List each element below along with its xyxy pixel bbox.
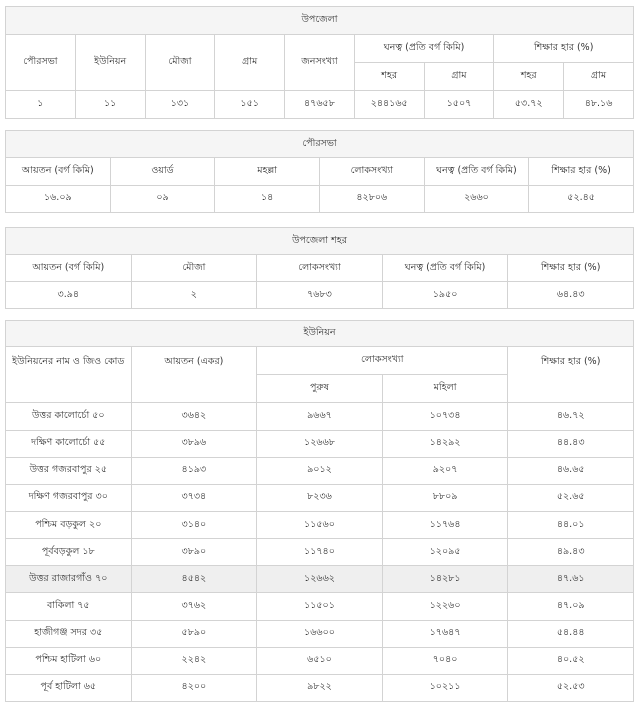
header-literacy: শিক্ষার হার (%): [494, 35, 634, 63]
value-literacy-rural: ৪৮.১৬: [564, 91, 634, 119]
table-row: [6, 647, 634, 674]
value-village: ১৫১: [215, 91, 285, 119]
table-row: [6, 620, 634, 647]
header-density-city: শহর: [354, 63, 424, 91]
value-density-city: ২৪৪১৬৫: [354, 91, 424, 119]
union-area: ৪১৯৩: [131, 457, 257, 484]
union-male: ৮২৩৬: [257, 484, 383, 511]
table-row: [6, 539, 634, 566]
value-density: ১৯৫০: [382, 282, 508, 309]
header-literacy: শিক্ষার হার (%): [529, 158, 634, 185]
union-literacy: ৫২.৬৫: [508, 484, 634, 511]
union-female: ১১৭৬৪: [382, 511, 508, 538]
union-literacy: ৪৬.৬৫: [508, 457, 634, 484]
union-name: দক্ষিণ গজরবাপুর ৩০: [6, 484, 132, 511]
union-literacy: ৪৭.০৯: [508, 593, 634, 620]
union-area: ৪৫৪২: [131, 566, 257, 593]
union-male: ১৬৬০০: [257, 620, 383, 647]
union-caption: ইউনিয়ন: [6, 321, 634, 347]
value-literacy: ৫২.৪৫: [529, 185, 634, 212]
union-female: ১২২৬০: [382, 593, 508, 620]
header-area: আয়তন (বর্গ কিমি): [6, 255, 132, 282]
union-male: ১১৭৪০: [257, 539, 383, 566]
union-female: ১৪২৯২: [382, 430, 508, 457]
union-female: ১৪২৮১: [382, 566, 508, 593]
table-row: [6, 457, 634, 484]
union-male: ৬৫১০: [257, 647, 383, 674]
table-row: [6, 511, 634, 538]
header-population: লোকসংখ্যা: [319, 158, 424, 185]
header-density: ঘনত্ব (প্রতি বর্গ কিমি): [382, 255, 508, 282]
header-union-name: ইউনিয়নের নাম ও জিও কোড: [6, 347, 132, 403]
union-female: ১৭৬৪৭: [382, 620, 508, 647]
header-density: ঘনত্ব (প্রতি বর্গ কিমি): [354, 35, 494, 63]
union-literacy: ৫৪.৪৪: [508, 620, 634, 647]
header-population: লোকসংখ্যা: [257, 347, 508, 375]
value-density: ২৬৬০: [424, 185, 529, 212]
union-area: ২২৪২: [131, 647, 257, 674]
union-male: ৯৬৬৭: [257, 403, 383, 430]
union-name: পশ্চিম বড়কুল ২০: [6, 511, 132, 538]
value-pourashava: ১: [6, 91, 76, 119]
pourashava-caption: পৌরসভা: [6, 131, 634, 158]
header-literacy-rural: গ্রাম: [564, 63, 634, 91]
union-name: পূর্ববড়কুল ১৮: [6, 539, 132, 566]
header-mouza: মৌজা: [131, 255, 257, 282]
city-table: [5, 227, 634, 309]
union-name: উত্তর রাজারগাঁও ৭০: [6, 566, 132, 593]
pourashava-table: [5, 130, 634, 213]
header-literacy: শিক্ষার হার (%): [508, 255, 634, 282]
union-name: বাকিলা ৭৫: [6, 593, 132, 620]
value-ward: ০৯: [110, 185, 215, 212]
city-caption: উপজেলা শহর: [6, 228, 634, 255]
table-row: [6, 674, 634, 701]
union-area: ৩১৪০: [131, 511, 257, 538]
table-row: [6, 430, 634, 457]
union-name: দক্ষিণ কালোর্চো ৫৫: [6, 430, 132, 457]
header-literacy: শিক্ষার হার (%): [508, 347, 634, 403]
union-area: ৩৮৯০: [131, 539, 257, 566]
value-area: ১৬.০৯: [6, 185, 111, 212]
header-union: ইউনিয়ন: [75, 35, 145, 91]
union-area: ৪২০০: [131, 674, 257, 701]
union-male: ৯০১২: [257, 457, 383, 484]
union-literacy: ৫২.৫৩: [508, 674, 634, 701]
header-population: জনসংখ্যা: [285, 35, 355, 91]
union-literacy: ৪৯.৪৩: [508, 539, 634, 566]
union-literacy: ৪৪.০১: [508, 511, 634, 538]
header-density: ঘনত্ব (প্রতি বর্গ কিমি): [424, 158, 529, 185]
upazila-table: [5, 6, 634, 118]
union-male: ১১৫০১: [257, 593, 383, 620]
union-male: ১১৫৬০: [257, 511, 383, 538]
union-female: ১০৭৩৪: [382, 403, 508, 430]
value-population: ৪৭৬৫৮: [285, 91, 355, 119]
header-area: আয়তন (বর্গ কিমি): [6, 158, 111, 185]
union-table: [5, 320, 634, 702]
union-area: ৩৮৯৬: [131, 430, 257, 457]
table-row: [6, 403, 634, 430]
value-mohalla: ১৪: [215, 185, 320, 212]
union-female: ১২০৯৫: [382, 539, 508, 566]
union-literacy: ৪৬.৭২: [508, 403, 634, 430]
value-population: ৭৬৮৩: [257, 282, 383, 309]
header-population: লোকসংখ্যা: [257, 255, 383, 282]
value-literacy-city: ৫৩.৭২: [494, 91, 564, 119]
header-ward: ওয়ার্ড: [110, 158, 215, 185]
union-name: হাজীগঞ্জ সদর ৩৫: [6, 620, 132, 647]
union-literacy: ৪৭.৬১: [508, 566, 634, 593]
table-row: [6, 593, 634, 620]
header-density-rural: গ্রাম: [424, 63, 494, 91]
union-male: ১২৬৬২: [257, 566, 383, 593]
upazila-caption: উপজেলা: [6, 7, 634, 35]
union-name: উত্তর গজরবাপুর ২৫: [6, 457, 132, 484]
union-female: ৭০৪০: [382, 647, 508, 674]
value-area: ৩.৯৪: [6, 282, 132, 309]
table-row-highlighted: [6, 566, 634, 593]
header-village: গ্রাম: [215, 35, 285, 91]
value-mouza: ২: [131, 282, 257, 309]
header-male: পুরুষ: [257, 375, 383, 403]
union-name: উত্তর কালোর্চো ৫০: [6, 403, 132, 430]
union-area: ৫৮৯০: [131, 620, 257, 647]
union-female: ৯২০৭: [382, 457, 508, 484]
header-mohalla: মহল্লা: [215, 158, 320, 185]
union-male: ১২৬৬৮: [257, 430, 383, 457]
header-mouza: মৌজা: [145, 35, 215, 91]
union-area: ৩৭৬২: [131, 593, 257, 620]
header-female: মহিলা: [382, 375, 508, 403]
union-name: পশ্চিম হাটিলা ৬০: [6, 647, 132, 674]
union-literacy: ৪০.৫২: [508, 647, 634, 674]
value-literacy: ৬৪.৪৩: [508, 282, 634, 309]
union-male: ৯৮২২: [257, 674, 383, 701]
union-female: ৮৮০৯: [382, 484, 508, 511]
table-row: [6, 484, 634, 511]
header-area: আয়তন (একর): [131, 347, 257, 403]
union-area: ৩৭৩৪: [131, 484, 257, 511]
value-density-rural: ১৫০৭: [424, 91, 494, 119]
value-population: ৪২৮০৬: [319, 185, 424, 212]
value-union: ১১: [75, 91, 145, 119]
union-female: ১০২১১: [382, 674, 508, 701]
union-name: পূর্ব হাটিলা ৬৫: [6, 674, 132, 701]
union-area: ৩৬৪২: [131, 403, 257, 430]
value-mouza: ১৩১: [145, 91, 215, 119]
header-pourashava: পৌরসভা: [6, 35, 76, 91]
union-literacy: ৪৪.৪৩: [508, 430, 634, 457]
header-literacy-city: শহর: [494, 63, 564, 91]
